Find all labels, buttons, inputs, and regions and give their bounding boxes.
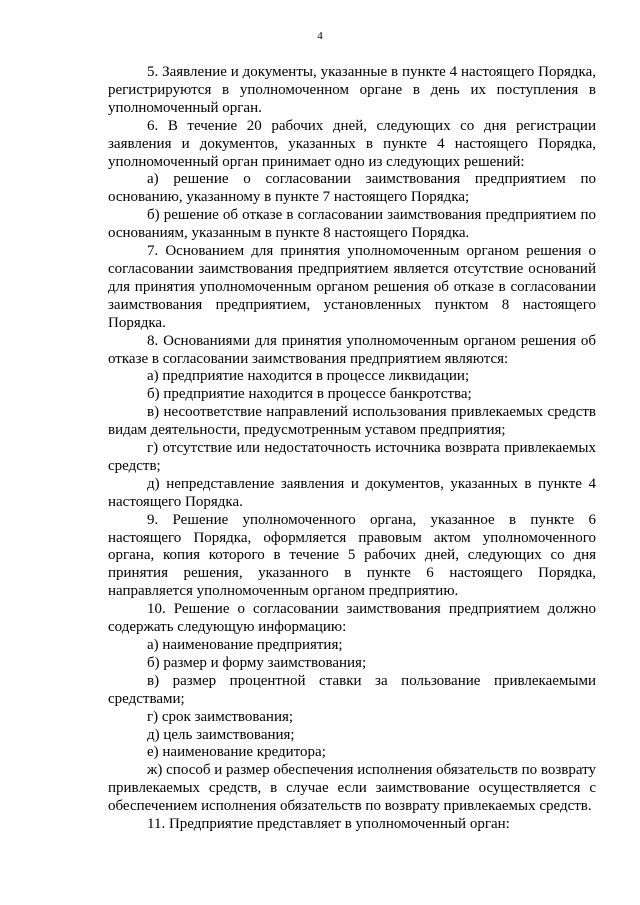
paragraph-9: 9. Решение уполномоченного органа, указанное в пункте 6 настоящего Порядка, оформляется правовым актом уполномоченного органа, копия которого в течение 5 рабочих дней, следующих со дня принятия решения, указанного в пункте 6 настоящего Порядка, направляется уполномоченным органом предприятию.: [108, 511, 596, 600]
paragraph-8: 8. Основаниями для принятия уполномоченным органом решения об отказе в согласовании заимствования предприятием являются:: [108, 332, 596, 367]
list-item-10v: в) размер процентной ставки за пользование привлекаемыми средствами;: [108, 672, 596, 707]
document-body: [108, 64, 596, 834]
list-item-10b: б) размер и форму заимствования;: [147, 654, 367, 671]
list-item-8d: д) непредставление заявления и документов, указанных в пункте 4 настоящего Порядка.: [108, 475, 596, 510]
paragraph-10: 10. Решение о согласовании заимствования предприятием должно содержать следующую информацию:: [108, 601, 596, 636]
list-item-6b: б) решение об отказе в согласовании заимствования предприятием по основаниям, указанным в пункте 8 настоящего Порядка.: [108, 207, 596, 242]
list-item-10g: г) срок заимствования;: [147, 708, 294, 725]
page-number: 4: [317, 30, 323, 42]
list-item-10e: е) наименование кредитора;: [147, 744, 326, 761]
list-item-8b: б) предприятие находится в процессе банкротства;: [147, 386, 472, 403]
list-item-8g: г) отсутствие или недостаточность источника возврата привлекаемых средств;: [108, 440, 596, 474]
paragraph-5: 5. Заявление и документы, указанные в пункте 4 настоящего Порядка, регистрируются в уполномоченном органе в день их поступления в уполномоченный орган.: [108, 64, 596, 116]
paragraph-11: 11. Предприятие представляет в уполномоченный орган:: [147, 816, 510, 833]
list-item-8a: а) предприятие находится в процессе ликвидации;: [147, 368, 470, 385]
list-item-10d: д) цель заимствования;: [147, 726, 295, 743]
list-item-6a: а) решение о согласовании заимствования предприятием по основанию, указанному в пункте 7 настоящего Порядка;: [108, 171, 596, 206]
list-item-10zh: ж) способ и размер обеспечения исполнения обязательств по возврату привлекаемых средств, в случае если заимствование осуществляется с обеспечением исполнения обязательств по возврату привлекаемых средств.: [108, 762, 596, 815]
paragraph-7: 7. Основанием для принятия уполномоченным органом решения о согласовании заимствования предприятием является отсутствие оснований для принятия уполномоченным органом решения об отказе в согласовании заимствования предприятием, установленных пунктом 8 настоящего Порядка.: [108, 243, 596, 331]
paragraph-6: 6. В течение 20 рабочих дней, следующих со дня регистрации заявления и документов, указанных в пункте 4 настоящего Порядка, уполномоченный орган принимает одно из следующих решений:: [108, 117, 596, 170]
list-item-8v: в) несоответствие направлений использования привлекаемых средств видам деятельности, предусмотренным уставом предприятия;: [108, 404, 596, 439]
list-item-10a: а) наименование предприятия;: [147, 637, 343, 653]
